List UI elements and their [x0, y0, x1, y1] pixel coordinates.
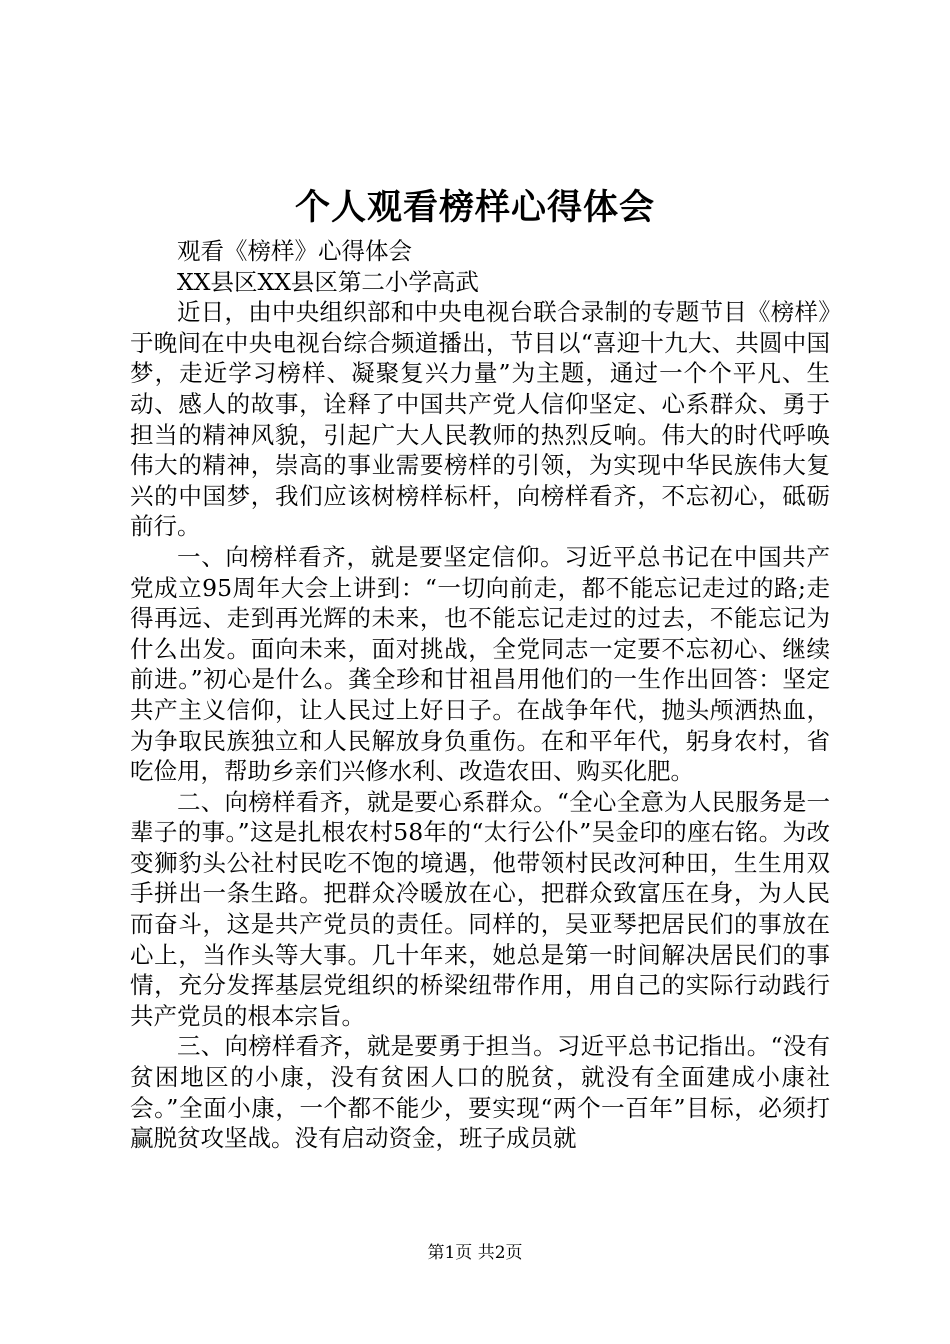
paragraph-section-3: 三、向榜样看齐，就是要勇于担当。习近平总书记指出。“没有贫困地区的小康，没有贫困人口的脱贫，就没有全面建成小康社会。”全面小康，一个都不能少，要实现“两个一百年”目标，必须打赢脱贫攻坚战。没有启动资金，班子成员就 — [130, 1032, 830, 1153]
page-footer: 第1页 共2页 — [427, 1243, 523, 1263]
author-line: XX县区XX县区第二小学高武 — [177, 267, 479, 296]
subtitle-line: 观看《榜样》心得体会 — [177, 237, 412, 265]
document-title: 个人观看榜样心得体会 — [294, 187, 655, 228]
document-body — [130, 236, 830, 1154]
paragraph-intro: 近日，由中央组织部和中央电视台联合录制的专题节目《榜样》于晚间在中央电视台综合频道播出，节目以“喜迎十九大、共圆中国梦，走近学习榜样、凝聚复兴力量”为主题，通过一个个平凡、生动、感人的故事，诠释了中国共产党人信仰坚定、心系群众、勇于担当的精神风貌，引起广大人民教师的热烈反响。伟大的时代呼唤伟大的精神，崇高的事业需要榜样的引领，为实现中华民族伟大复兴的中国梦，我们应该树榜样标杆，向榜样看齐，不忘初心，砥砺前行。 — [130, 298, 830, 541]
paragraph-section-2: 二、向榜样看齐，就是要心系群众。“全心全意为人民服务是一辈子的事。”这是扎根农村58年的“太行公仆”吴金印的座右铭。为改变狮豹头公社村民吃不饱的境遇，他带领村民改河种田，生生用双手拼出一条生路。把群众冷暖放在心，把群众致富压在身，为人民而奋斗，这是共产党员的责任。同样的，吴亚琴把居民们的事放在心上，当作头等大事。几十年来，她总是第一时间解决居民们的事情，充分发挥基层党组织的桥梁纽带作用，用自己的实际行动践行共产党员的根本宗旨。 — [130, 787, 830, 1030]
paragraph-section-1: 一、向榜样看齐，就是要坚定信仰。习近平总书记在中国共产党成立95周年大会上讲到：“一切向前走，都不能忘记走过的路;走得再远、走到再光辉的未来，也不能忘记走过的过去，不能忘记为什么出发。面向未来，面对挑战，全党同志一定要不忘初心、继续前进。”初心是什么。龚全珍和甘祖昌用他们的一生作出回答：坚定共产主义信仰，让人民过上好日子。在战争年代，抛头颅洒热血，为争取民族独立和人民解放身负重伤。在和平年代，躬身农村，省吃俭用，帮助乡亲们兴修水利、改造农田、购买化肥。 — [130, 542, 830, 786]
